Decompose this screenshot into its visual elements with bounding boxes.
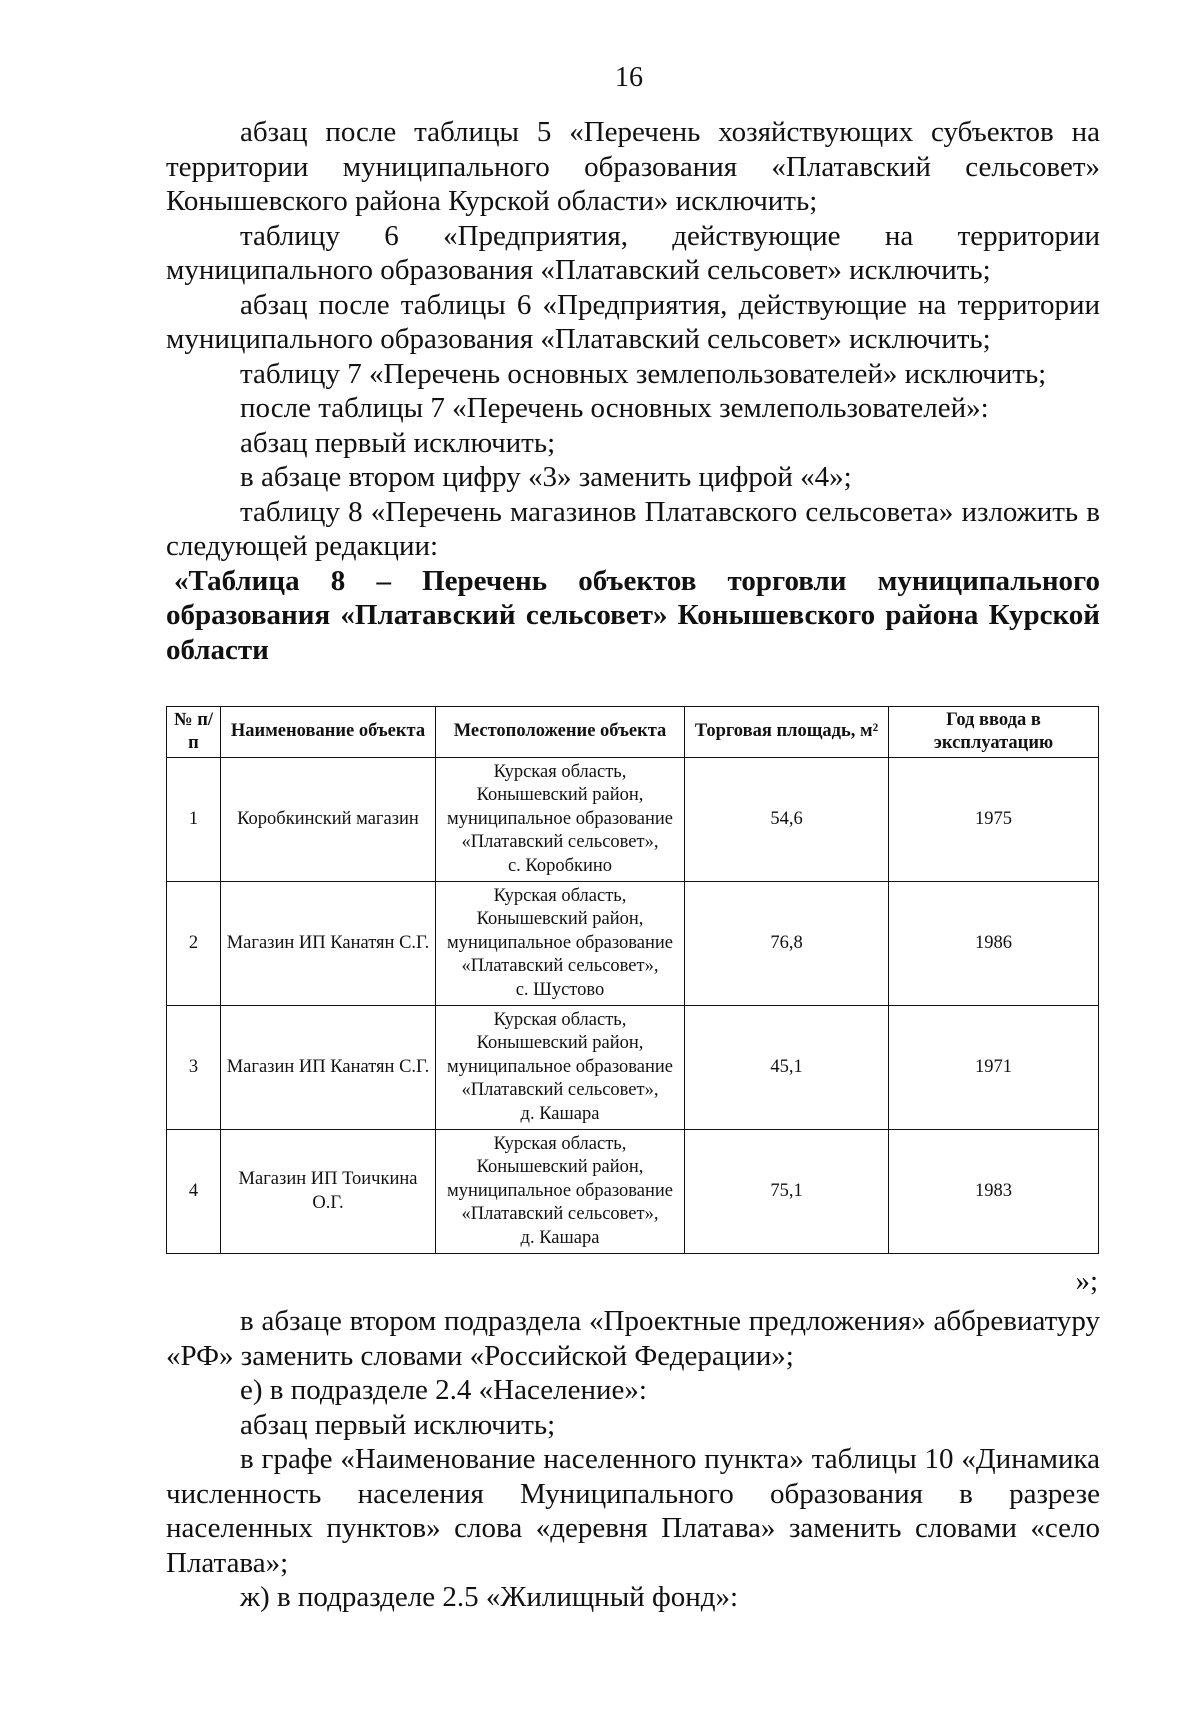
- cell-location: [436, 882, 685, 1006]
- location-line: с. Коробкино: [507, 855, 613, 876]
- cell-num: 4: [167, 1130, 221, 1254]
- location-line: «Платавский сельсовет»,: [461, 832, 659, 853]
- paragraph: абзац после таблицы 6 «Предприятия, действующие на территории муниципального образования «Платавский сельсовет» исключить;: [166, 288, 1100, 355]
- cell-area: 76,8: [685, 882, 889, 1006]
- location-line: муниципальное образование: [446, 1056, 673, 1077]
- cell-year: 1986: [889, 882, 1099, 1006]
- document-body: [166, 115, 1100, 667]
- paragraphs-before-table: [166, 115, 1100, 564]
- paragraph: ж) в подразделе 2.5 «Жилищный фонд»:: [240, 1581, 739, 1613]
- cell-location: [436, 1130, 685, 1254]
- paragraph: в абзаце втором подраздела «Проектные предложения» аббревиатуру «РФ» заменить словами «Российской Федерации»;: [166, 1305, 1100, 1372]
- cell-location: [436, 1006, 685, 1130]
- table-row: [167, 758, 1099, 882]
- cell-num: 1: [167, 758, 221, 882]
- table-header-row: [167, 707, 1099, 758]
- paragraphs-after-table: [166, 1304, 1100, 1615]
- location-line: Курская область,: [493, 885, 627, 906]
- header-location: Местоположение объекта: [436, 707, 685, 758]
- location-line: Курская область,: [493, 761, 627, 782]
- paragraph: абзац первый исключить;: [240, 1408, 556, 1441]
- cell-year: 1983: [889, 1130, 1099, 1254]
- shops-table: [166, 706, 1099, 1254]
- paragraph: абзац после таблицы 5 «Перечень хозяйствующих субъектов на территории муниципального образования «Платавский сельсовет» Конышевского района Курской области» исключить;: [166, 116, 1100, 217]
- cell-num: 3: [167, 1006, 221, 1130]
- header-year: Год ввода в эксплуатацию: [889, 707, 1099, 758]
- location-line: с. Шустово: [515, 979, 605, 1000]
- table-body: [167, 758, 1099, 1254]
- cell-location: [436, 758, 685, 882]
- location-line: Конышевский район,: [476, 1157, 644, 1178]
- header-area: Торговая площадь, м²: [685, 707, 889, 758]
- cell-name: Коробкинский магазин: [221, 758, 436, 882]
- table-row: [167, 1130, 1099, 1254]
- location-line: муниципальное образование: [446, 808, 673, 829]
- location-line: Курская область,: [493, 1133, 627, 1154]
- location-line: Конышевский район,: [476, 785, 644, 806]
- paragraph: в графе «Наименование населенного пункта» таблицы 10 «Динамика численность населения Муниципального образования в разрезе населенных пунктов» слова «деревня Платава» заменить словами «село Платава»;: [166, 1443, 1100, 1579]
- header-num: № п/п: [167, 707, 221, 758]
- paragraph: таблицу 7 «Перечень основных землепользователей» исключить;: [240, 357, 1047, 390]
- cell-area: 75,1: [685, 1130, 889, 1254]
- cell-year: 1975: [889, 758, 1099, 882]
- location-line: муниципальное образование: [446, 1180, 673, 1201]
- cell-area: 45,1: [685, 1006, 889, 1130]
- shops-table-container: [166, 706, 1098, 1254]
- table-heading: «Таблица 8 – Перечень объектов торговли муниципального образования «Платавский сельсовет» Конышевского района Курской области: [166, 564, 1100, 666]
- paragraph: таблицу 8 «Перечень магазинов Платавского сельсовета» изложить в следующей редакции:: [166, 495, 1100, 562]
- location-line: «Платавский сельсовет»,: [461, 956, 659, 977]
- location-line: д. Кашара: [520, 1103, 600, 1124]
- location-line: муниципальное образование: [446, 932, 673, 953]
- table-row: [167, 1006, 1099, 1130]
- paragraph: после таблицы 7 «Перечень основных землепользователей»:: [240, 392, 989, 424]
- cell-name: Магазин ИП Канатян С.Г.: [221, 882, 436, 1006]
- location-line: Конышевский район,: [476, 1033, 644, 1054]
- table-row: [167, 882, 1099, 1006]
- paragraph: в абзаце втором цифру «3» заменить цифрой «4»;: [240, 461, 852, 493]
- cell-area: 54,6: [685, 758, 889, 882]
- paragraph: е) в подразделе 2.4 «Население»:: [240, 1374, 647, 1406]
- location-line: Конышевский район,: [476, 909, 644, 930]
- location-line: д. Кашара: [520, 1227, 600, 1248]
- cell-name: Магазин ИП Канатян С.Г.: [221, 1006, 436, 1130]
- paragraph: таблицу 6 «Предприятия, действующие на территории муниципального образования «Платавский сельсовет» исключить;: [166, 219, 1100, 286]
- closing-quote: »;: [1075, 1265, 1098, 1297]
- header-name: Наименование объекта: [221, 707, 436, 758]
- cell-year: 1971: [889, 1006, 1099, 1130]
- cell-name: Магазин ИП Тоичкина О.Г.: [221, 1130, 436, 1254]
- page-number: 16: [615, 62, 643, 93]
- location-line: «Платавский сельсовет»,: [461, 1080, 659, 1101]
- paragraph: абзац первый исключить;: [240, 426, 556, 459]
- location-line: «Платавский сельсовет»,: [461, 1204, 659, 1225]
- cell-num: 2: [167, 882, 221, 1006]
- location-line: Курская область,: [493, 1009, 627, 1030]
